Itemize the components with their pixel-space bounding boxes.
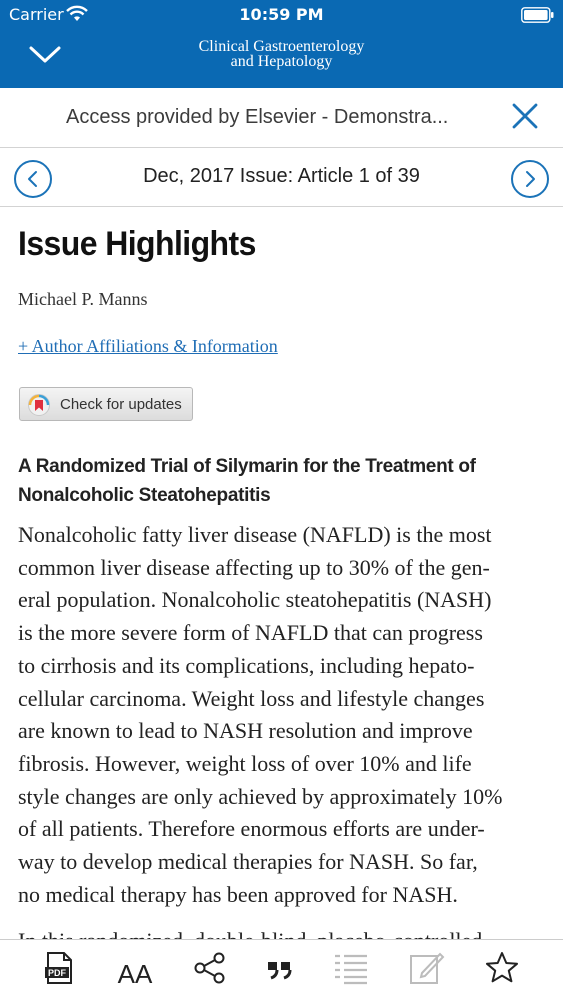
next-article-button[interactable] bbox=[511, 160, 549, 198]
paragraph-line: common liver disease affecting up to 30% of the gen- bbox=[18, 554, 490, 580]
chevron-right-icon bbox=[522, 170, 538, 188]
outline-button bbox=[333, 950, 369, 986]
bookmark-button[interactable] bbox=[484, 950, 520, 986]
paragraph-line: is the more severe form of NAFLD that can progress bbox=[18, 620, 483, 646]
section-heading: A Randomized Trial of Silymarin for the Treatment of Nonalcoholic Steatohepatitis bbox=[18, 456, 476, 506]
paragraph-line: Nonalcoholic fatty liver disease (NAFLD) is the most bbox=[18, 522, 492, 547]
paragraph-line: eral population. Nonalcoholic steatohepatitis (NASH) bbox=[18, 587, 492, 613]
paragraph-line: fibrosis. However, weight loss of over 10% and life bbox=[18, 750, 472, 776]
nav-bar bbox=[0, 0, 563, 88]
star-icon bbox=[484, 950, 520, 986]
status-bar bbox=[0, 0, 563, 30]
paragraph-partial-line bbox=[18, 925, 558, 939]
close-icon[interactable] bbox=[510, 101, 540, 131]
paragraph-line: cellular carcinoma. Weight loss and lifestyle changes bbox=[18, 685, 485, 711]
note-icon bbox=[408, 950, 444, 986]
text-size-icon bbox=[117, 950, 153, 989]
paragraph-line: are known to lead to NASH resolution and improve bbox=[18, 718, 473, 744]
pdf-icon bbox=[42, 951, 76, 985]
check-for-updates-button[interactable] bbox=[19, 387, 193, 421]
text-size-button[interactable] bbox=[117, 950, 153, 989]
check-for-updates-label: Check for updates bbox=[60, 396, 182, 413]
article-title: Issue Highlights bbox=[18, 225, 256, 263]
cite-button[interactable] bbox=[262, 950, 298, 986]
access-banner bbox=[0, 88, 563, 148]
battery-icon bbox=[521, 7, 554, 23]
quote-icon bbox=[263, 951, 297, 985]
paragraph-line: style changes are only achieved by approximately 10% bbox=[18, 783, 503, 809]
crossmark-icon bbox=[28, 394, 50, 416]
paragraph-line: no medical therapy has been approved for NASH. bbox=[18, 881, 458, 907]
access-text: Access provided by Elsevier - Demonstra... bbox=[66, 106, 449, 128]
text-size-label: AA bbox=[117, 959, 153, 989]
share-button[interactable] bbox=[192, 950, 228, 986]
pdf-icon-label: PDF bbox=[48, 968, 66, 978]
article-paragraph bbox=[18, 519, 545, 911]
pdf-button[interactable] bbox=[41, 950, 77, 986]
list-icon bbox=[333, 950, 369, 986]
issue-label: Dec, 2017 Issue: Article 1 of 39 bbox=[143, 165, 420, 187]
clock: 10:59 PM bbox=[239, 5, 324, 24]
article-author: Michael P. Manns bbox=[18, 289, 148, 309]
note-button bbox=[408, 950, 444, 986]
paragraph-line: way to develop medical therapies for NASH. So far, bbox=[18, 849, 478, 875]
paragraph-line: to cirrhosis and its complications, including hepato- bbox=[18, 652, 475, 678]
share-icon bbox=[193, 951, 227, 985]
paragraph-line: of all patients. Therefore enormous efforts are under- bbox=[18, 816, 485, 842]
journal-title: Clinical Gastroenterology and Hepatology bbox=[198, 38, 365, 70]
author-affiliations-link[interactable]: + Author Affiliations & Information bbox=[18, 336, 278, 356]
carrier-label: Carrier bbox=[9, 5, 64, 24]
